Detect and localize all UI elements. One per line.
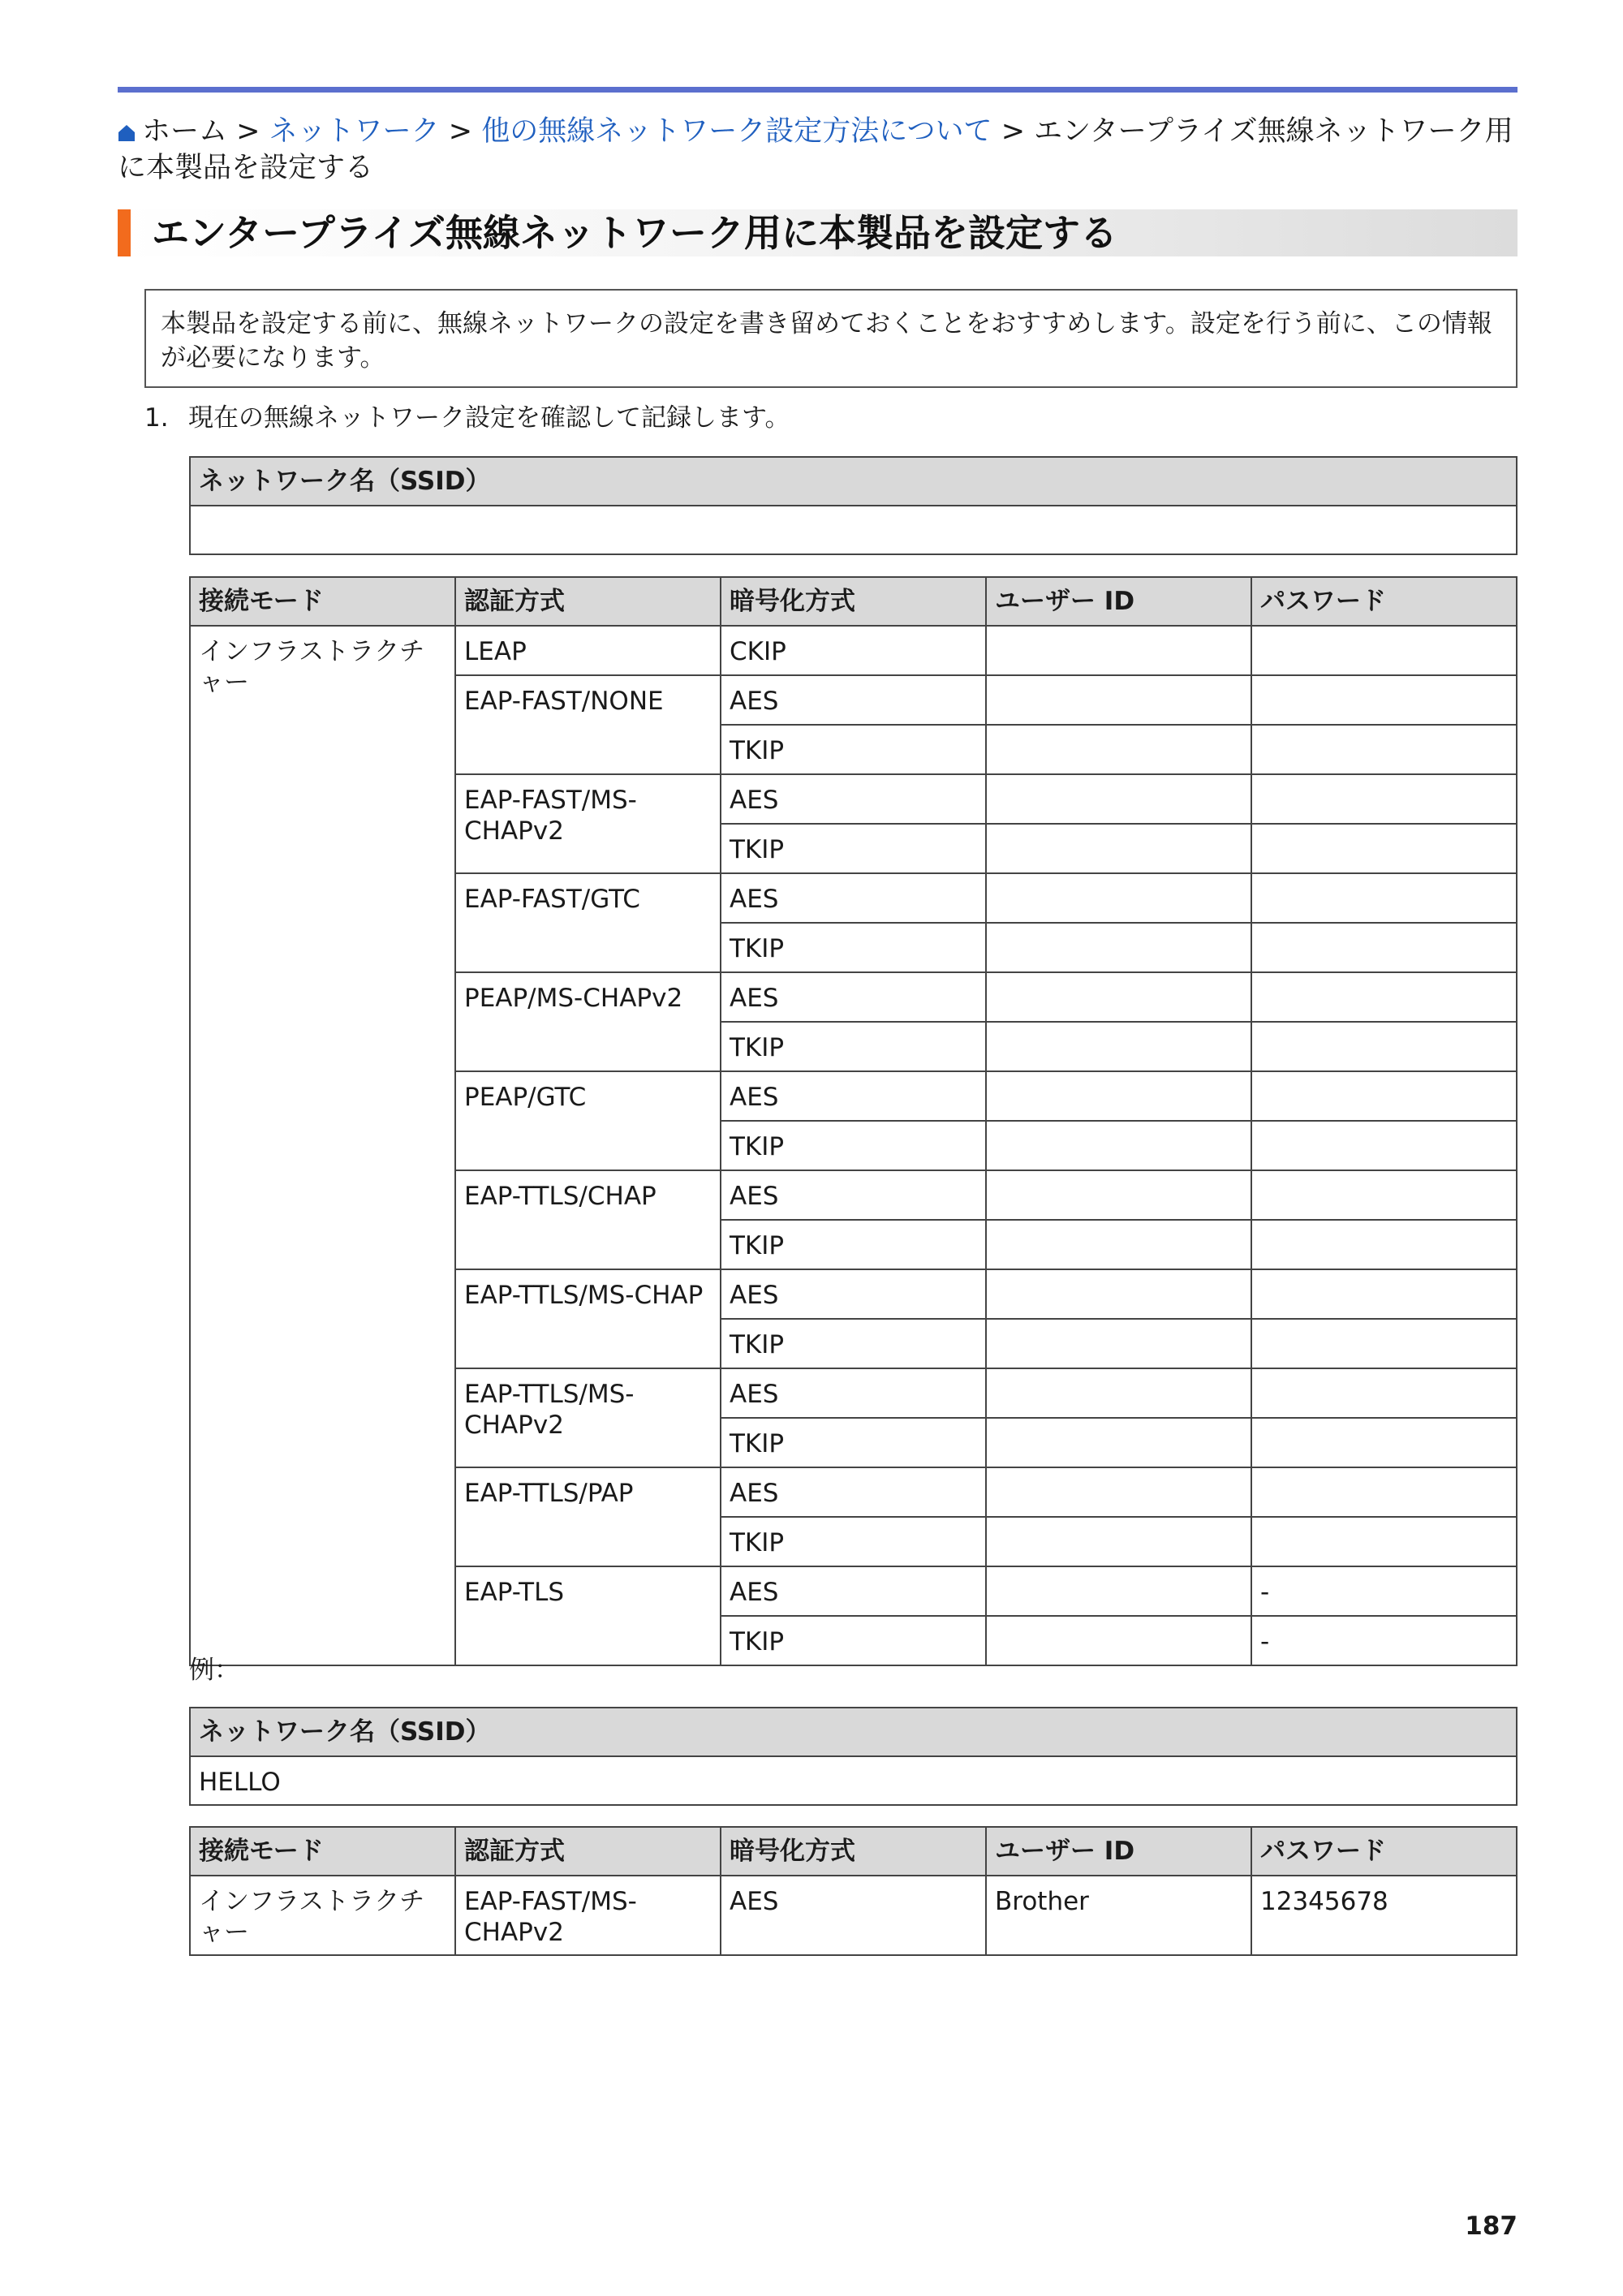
encryption-cell: CKIP [721, 626, 986, 675]
user-id-cell [986, 1022, 1251, 1071]
encryption-cell: TKIP [721, 1616, 986, 1665]
example-password: 12345678 [1251, 1876, 1517, 1955]
page-number: 187 [1465, 2212, 1518, 2241]
encryption-cell: AES [721, 675, 986, 725]
auth-method-cell: EAP-TTLS/PAP [455, 1467, 721, 1566]
user-id-cell [986, 675, 1251, 725]
title-accent-bar [118, 209, 131, 256]
password-cell [1251, 1071, 1517, 1121]
auth-method-cell: EAP-TLS [455, 1566, 721, 1665]
header-auth-method: 認証方式 [455, 577, 721, 626]
password-cell [1251, 1121, 1517, 1170]
password-cell [1251, 1319, 1517, 1368]
breadcrumb-separator: > [448, 115, 473, 148]
password-cell [1251, 675, 1517, 725]
auth-method-cell: EAP-FAST/MS-CHAPv2 [455, 774, 721, 873]
example-connection-mode: インフラストラクチャー [190, 1876, 455, 1955]
breadcrumb-current: エンタープライズ無線ネットワーク用に本製品を設定する [118, 115, 1513, 184]
user-id-cell [986, 1170, 1251, 1220]
breadcrumb-home[interactable]: ホーム [142, 115, 228, 148]
password-cell [1251, 1517, 1517, 1566]
encryption-cell: TKIP [721, 824, 986, 873]
encryption-cell: AES [721, 1071, 986, 1121]
example-table-header-row [190, 1827, 1517, 1876]
user-id-cell [986, 1220, 1251, 1269]
breadcrumb [118, 114, 1518, 187]
example-label: 例： [189, 1656, 239, 1685]
encryption-cell: AES [721, 873, 986, 923]
user-id-cell [986, 972, 1251, 1022]
example-header-auth-method: 認証方式 [455, 1827, 721, 1876]
user-id-cell [986, 1616, 1251, 1665]
password-cell [1251, 774, 1517, 824]
encryption-cell: TKIP [721, 725, 986, 774]
password-cell [1251, 1418, 1517, 1467]
user-id-cell [986, 774, 1251, 824]
encryption-cell: AES [721, 1467, 986, 1517]
password-cell [1251, 1467, 1517, 1517]
password-cell: - [1251, 1616, 1517, 1665]
encryption-cell: AES [721, 1170, 986, 1220]
example-header-password: パスワード [1251, 1827, 1517, 1876]
connection-mode-cell: インフラストラクチャー [190, 626, 455, 1665]
password-cell [1251, 1022, 1517, 1071]
password-cell [1251, 626, 1517, 675]
breadcrumb-link-network[interactable]: ネットワーク [269, 115, 440, 148]
encryption-cell: TKIP [721, 1517, 986, 1566]
example-encryption: AES [721, 1876, 986, 1955]
user-id-cell [986, 923, 1251, 972]
top-rule [118, 87, 1518, 93]
encryption-cell: TKIP [721, 1022, 986, 1071]
auth-method-cell: EAP-FAST/GTC [455, 873, 721, 972]
user-id-cell [986, 824, 1251, 873]
password-cell [1251, 1368, 1517, 1418]
password-cell: - [1251, 1566, 1517, 1616]
user-id-cell [986, 725, 1251, 774]
example-table-row [190, 1876, 1517, 1955]
table-row [190, 626, 1517, 675]
example-user-id: Brother [986, 1876, 1251, 1955]
step-number: 1. [144, 403, 169, 433]
settings-table [189, 576, 1518, 1666]
encryption-cell: AES [721, 1269, 986, 1319]
example-settings-table [189, 1826, 1518, 1956]
ssid-table [189, 456, 1518, 555]
settings-table-header-row [190, 577, 1517, 626]
user-id-cell [986, 1566, 1251, 1616]
example-auth-method: EAP-FAST/MS-CHAPv2 [455, 1876, 721, 1955]
encryption-cell: AES [721, 1368, 986, 1418]
example-ssid-value: HELLO [190, 1756, 1517, 1805]
encryption-cell: TKIP [721, 923, 986, 972]
example-ssid-header: ネットワーク名（SSID） [190, 1708, 1517, 1756]
password-cell [1251, 923, 1517, 972]
auth-method-cell: LEAP [455, 626, 721, 675]
auth-method-cell: PEAP/GTC [455, 1071, 721, 1170]
auth-method-cell: PEAP/MS-CHAPv2 [455, 972, 721, 1071]
encryption-cell: TKIP [721, 1319, 986, 1368]
user-id-cell [986, 1418, 1251, 1467]
home-icon[interactable] [118, 124, 136, 142]
ssid-value [190, 506, 1517, 554]
header-connection-mode: 接続モード [190, 577, 455, 626]
encryption-cell: AES [721, 1566, 986, 1616]
encryption-cell: AES [721, 774, 986, 824]
breadcrumb-separator: > [236, 115, 260, 148]
example-header-connection-mode: 接続モード [190, 1827, 455, 1876]
example-header-user-id: ユーザー ID [986, 1827, 1251, 1876]
breadcrumb-separator: > [1001, 115, 1026, 148]
auth-method-cell: EAP-TTLS/CHAP [455, 1170, 721, 1269]
password-cell [1251, 1170, 1517, 1220]
user-id-cell [986, 1071, 1251, 1121]
user-id-cell [986, 626, 1251, 675]
ssid-header: ネットワーク名（SSID） [190, 457, 1517, 506]
step-text: 現在の無線ネットワーク設定を確認して記録します。 [188, 403, 790, 433]
user-id-cell [986, 1121, 1251, 1170]
auth-method-cell: EAP-TTLS/MS-CHAP [455, 1269, 721, 1368]
password-cell [1251, 1269, 1517, 1319]
password-cell [1251, 1220, 1517, 1269]
password-cell [1251, 873, 1517, 923]
page-title: エンタープライズ無線ネットワーク用に本製品を設定する [152, 211, 1118, 255]
auth-method-cell: EAP-FAST/NONE [455, 675, 721, 774]
breadcrumb-link-other-wireless[interactable]: 他の無線ネットワーク設定方法について [481, 115, 992, 148]
encryption-cell: AES [721, 972, 986, 1022]
user-id-cell [986, 1319, 1251, 1368]
password-cell [1251, 972, 1517, 1022]
note-text: 本製品を設定する前に、無線ネットワークの設定を書き留めておくことをおすすめします。設定を行う前に、この情報が必要になります。 [161, 309, 1492, 373]
step-1 [144, 401, 790, 435]
header-user-id: ユーザー ID [986, 577, 1251, 626]
encryption-cell: TKIP [721, 1121, 986, 1170]
encryption-cell: TKIP [721, 1220, 986, 1269]
user-id-cell [986, 1269, 1251, 1319]
user-id-cell [986, 1368, 1251, 1418]
header-password: パスワード [1251, 577, 1517, 626]
password-cell [1251, 725, 1517, 774]
password-cell [1251, 824, 1517, 873]
user-id-cell [986, 1517, 1251, 1566]
user-id-cell [986, 1467, 1251, 1517]
user-id-cell [986, 873, 1251, 923]
example-header-encryption: 暗号化方式 [721, 1827, 986, 1876]
header-encryption: 暗号化方式 [721, 577, 986, 626]
example-ssid-table [189, 1707, 1518, 1806]
note-box [144, 289, 1518, 388]
auth-method-cell: EAP-TTLS/MS-CHAPv2 [455, 1368, 721, 1467]
page-title-bar [118, 209, 1518, 256]
encryption-cell: TKIP [721, 1418, 986, 1467]
